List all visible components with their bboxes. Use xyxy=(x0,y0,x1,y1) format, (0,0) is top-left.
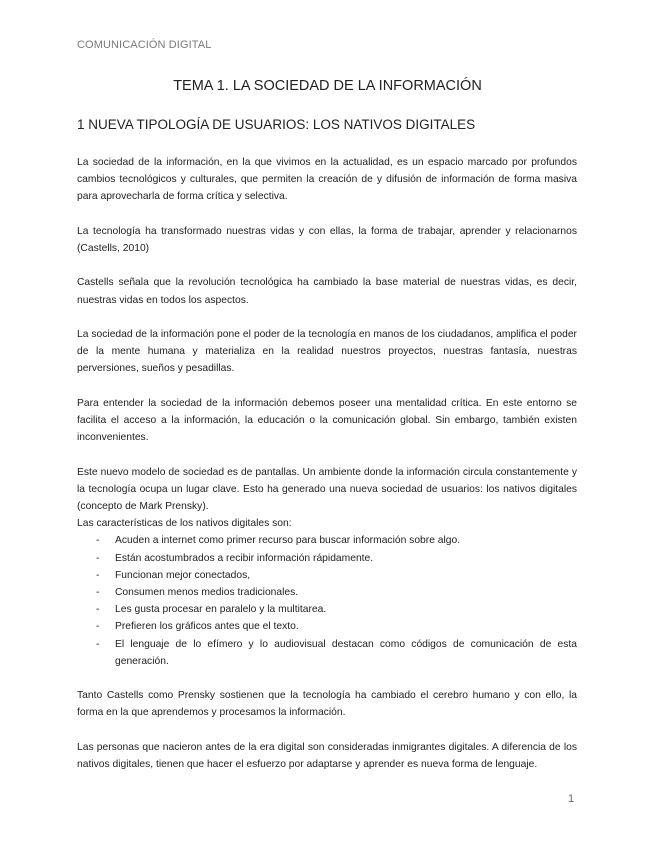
list-item-text: El lenguaje de lo efímero y lo audiovisual destacan como códigos de comunicación de esta generación. xyxy=(115,638,577,667)
list-bullet: - xyxy=(96,552,100,564)
list-bullet: - xyxy=(96,569,100,581)
section-heading: 1 NUEVA TIPOLOGÍA DE USUARIOS: LOS NATIVOS DIGITALES xyxy=(77,117,476,132)
page-number: 1 xyxy=(568,793,575,805)
paragraph: Tanto Castells como Prensky sostienen que la tecnología ha cambiado el cerebro humano y con ello, la forma en la que aprendemos y procesamos la información. xyxy=(77,690,577,719)
list-item xyxy=(77,532,577,549)
list-item-text: Prefieren los gráficos antes que el texto. xyxy=(115,621,299,633)
list-item xyxy=(77,567,577,584)
paragraph: La sociedad de la información, en la que vivimos en la actualidad, es un espacio marcado por profundos cambios tecnológicos y culturales, que permiten la creación de y difusión de información de forma masiva para aprovecharla de forma crítica y selectiva. xyxy=(77,157,577,203)
paragraph: Este nuevo modelo de sociedad es de pantallas. Un ambiente donde la información circula constantemente y la tecnología ocupa un lugar clave. Esto ha generado una nueva sociedad de usuarios: los nativos digitales (concepto de Mark Prensky). xyxy=(77,466,577,512)
characteristics-list xyxy=(77,532,577,670)
list-item xyxy=(77,584,577,601)
list-intro: Las características de los nativos digitales son: xyxy=(77,518,292,530)
paragraph: Para entender la sociedad de la información debemos poseer una mentalidad crítica. En este entorno se facilita el acceso a la información, la educación o la comunicación global. Sin embargo, también existen inconvenientes. xyxy=(77,397,577,444)
paragraph: La sociedad de la información pone el poder de la tecnología en manos de los ciudadanos, amplifica el poder de la mente humana y materializa en la realidad nuestros proyectos, nuestras fantasía, nuestras perversiones, sueños y pesadillas. xyxy=(77,328,577,375)
list-item xyxy=(77,601,577,618)
list-item xyxy=(77,550,577,567)
list-item-text: Funcionan mejor conectados, xyxy=(115,569,251,581)
page-title: TEMA 1. LA SOCIEDAD DE LA INFORMACIÓN xyxy=(173,78,482,94)
document-body xyxy=(77,154,577,790)
list-bullet: - xyxy=(96,638,100,650)
list-item xyxy=(77,618,577,635)
list-bullet: - xyxy=(96,604,100,616)
list-item-text: Consumen menos medios tradicionales. xyxy=(115,587,299,598)
list-bullet: - xyxy=(96,587,100,598)
list-bullet: - xyxy=(96,535,100,547)
paragraph: Las personas que nacieron antes de la era digital son consideradas inmigrantes digitales. A diferencia de los nativos digitales, tienen que hacer el esfuerzo por adaptarse y aprender es nueva forma de lenguaje. xyxy=(77,741,577,770)
list-item-text: Están acostumbrados a recibir información rápidamente. xyxy=(115,552,374,564)
list-bullet: - xyxy=(96,621,100,633)
list-item-text: Acuden a internet como primer recurso para buscar información sobre algo. xyxy=(115,535,461,547)
paragraph: La tecnología ha transformado nuestras vidas y con ellas, la forma de trabajar, aprender y relacionarnos (Castells, 2010) xyxy=(77,225,577,254)
paragraph: Castells señala que la revolución tecnológica ha cambiado la base material de nuestras vidas, es decir, nuestras vidas en todos los aspectos. xyxy=(77,277,577,306)
list-item xyxy=(77,636,577,670)
list-item-text: Les gusta procesar en paralelo y la multitarea. xyxy=(115,604,327,616)
running-header: COMUNICACIÓN DIGITAL xyxy=(77,39,212,51)
